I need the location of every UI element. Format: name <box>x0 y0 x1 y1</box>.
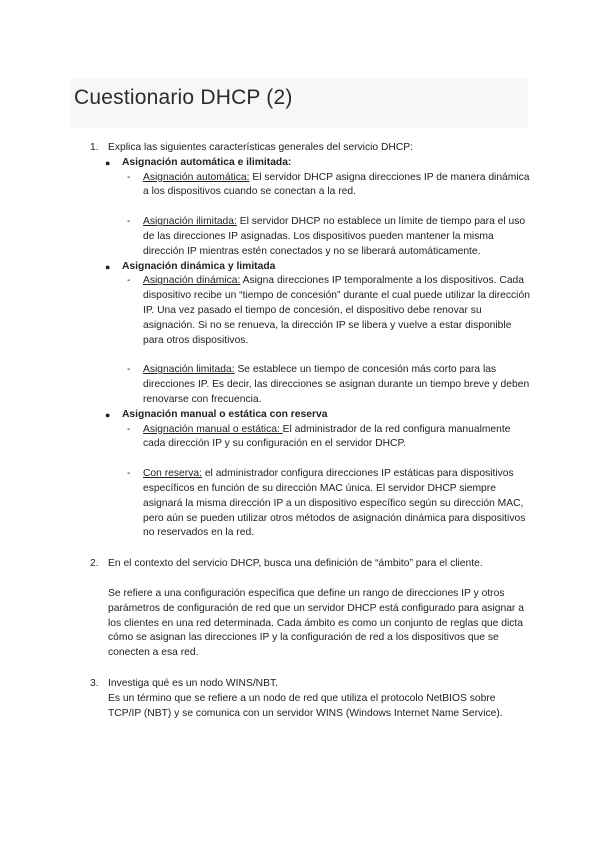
question-2-number: 2. <box>90 558 99 570</box>
item-term: Asignación limitada: <box>143 364 235 376</box>
item-text: el administrador configura direcciones IP estáticas para dispositivos específicos en función de su dirección MAC única. El servidor DHCP siempre asignará la misma dirección IP a un dispositivo específico según su dirección MAC, pero aún se pueden utilizar otros métodos de asignación dinámica para dispositivos no reservados en la red. <box>143 468 526 539</box>
list-item-unlimited <box>0 215 600 259</box>
list-item-dynamic <box>0 274 600 348</box>
question-2 <box>0 557 600 572</box>
list-item-automatic <box>0 171 600 201</box>
question-3 <box>0 677 600 692</box>
question-1-text: Explica las siguientes características generales del servicio DHCP: <box>108 142 414 153</box>
item-text: El servidor DHCP no establece un límite de tiempo para el uso de las direcciones IP asignadas. Los dispositivos pueden mantener la misma dirección IP mientras estén conectados y no se liberará automáticamente. <box>143 216 526 257</box>
item-term: Asignación manual o estática: <box>143 423 283 435</box>
bullet-icon: ● <box>105 409 111 420</box>
section-heading-automatic: ● Asignación automática e ilimitada: <box>0 156 600 171</box>
list-item-manual <box>0 423 600 453</box>
list-item-limited <box>0 363 600 407</box>
bullet-icon: ● <box>105 157 111 168</box>
item-term: Asignación automática: <box>143 171 250 183</box>
item-text: Asigna direcciones IP temporalmente a los dispositivos. Cada dispositivo recibe un “tiempo de concesión” durante el cual puede utilizar la dirección IP. Una vez pasado el tiempo de concesión, el dispositivo debe renovar su asignación. Si no se renueva, la dirección IP se libera y vuelve a estar disponible para otros dispositivos. <box>143 275 530 346</box>
question-2-text: En el contexto del servicio DHCP, busca una definición de “ámbito” para el cliente. <box>108 558 483 570</box>
bullet-icon: ● <box>105 261 111 272</box>
section-heading-manual: ● Asignación manual o estática con reserva <box>0 408 600 423</box>
item-term: Asignación dinámica: <box>143 275 241 287</box>
question-1-number: 1. <box>90 142 99 153</box>
dash-icon: - <box>127 468 131 480</box>
dash-icon: - <box>127 216 131 228</box>
dash-icon: - <box>127 423 131 435</box>
document-body <box>0 141 600 721</box>
dash-icon: - <box>127 275 131 287</box>
item-term: Con reserva: <box>143 468 202 480</box>
item-term: Asignación ilimitada: <box>143 216 237 228</box>
question-3-number: 3. <box>90 677 99 689</box>
dash-icon: - <box>127 364 131 376</box>
dash-icon: - <box>127 171 131 183</box>
section-heading-dynamic: ● Asignación dinámica y limitada <box>0 260 600 275</box>
question-1 <box>0 141 600 156</box>
list-item-reserve <box>0 467 600 541</box>
answer-2: Se refiere a una configuración específica que define un rango de direcciones IP y otros parámetros de configuración de red que un servidor DHCP está configurado para asignar a los clientes en una red determinada. Cada ámbito es como un conjunto de reglas que dicta cómo se asignan las direcciones IP y la configuración de red a los dispositivos que se conecten a esa red. <box>108 587 524 659</box>
item-text: El servidor DHCP asigna direcciones IP de manera dinámica a los dispositivos cuando se conectan a la red. <box>143 171 530 198</box>
answer-3: Es un término que se refiere a un nodo de red que utiliza el protocolo NetBIOS sobre TCP/IP (NBT) y se comunica con un servidor WINS (Windows Internet Name Service). <box>108 692 503 719</box>
item-text: Se establece un tiempo de concesión más corto para las direcciones IP. Es decir, las direcciones se asignan durante un tiempo breve y deben renovarse con frecuencia. <box>143 364 530 405</box>
question-3-text: Investiga qué es un nodo WINS/NBT. <box>108 677 278 689</box>
item-text: El administrador de la red configura manualmente cada dirección IP y su configuración en el servidor DHCP. <box>143 423 511 450</box>
page-title: Cuestionario DHCP (2) <box>74 86 293 109</box>
